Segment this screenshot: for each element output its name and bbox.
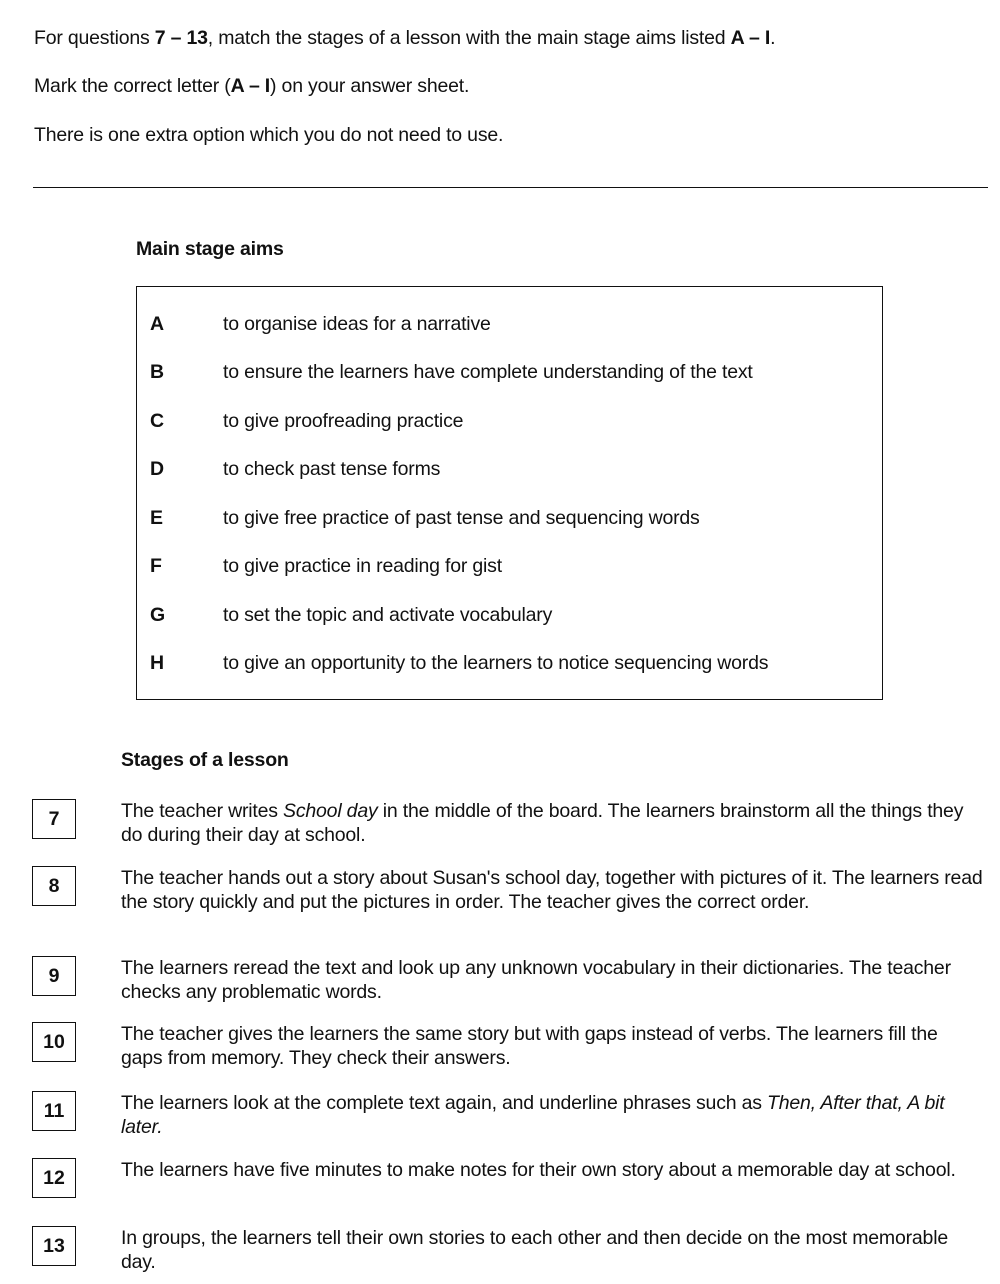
aim-letter: A: [150, 313, 165, 335]
stage-italic-text: Then, After that, A bit later.: [121, 1092, 945, 1138]
stage-text: The learners have five minutes to make notes for their own story about a memorable day at school.: [121, 1159, 956, 1181]
stage-description: [121, 956, 983, 1004]
stage-text: The learners look at the complete text again, and underline phrases such as: [121, 1092, 768, 1114]
question-number-box[interactable]: 12: [32, 1158, 76, 1198]
question-number-box[interactable]: 10: [32, 1022, 76, 1062]
stage-description: [121, 1226, 983, 1274]
aim-letter: H: [150, 652, 165, 674]
instruction-text: , match the stages of a lesson with the main stage aims listed: [207, 27, 731, 49]
question-number-box[interactable]: 7: [32, 799, 76, 839]
question-number-box[interactable]: 11: [32, 1091, 76, 1131]
instruction-line-2: [34, 74, 469, 98]
instruction-text: Mark the correct letter (: [34, 75, 231, 97]
divider: [33, 187, 988, 188]
stage-text: The teacher gives the learners the same story but with gaps instead of verbs. The learners fill the gaps from memory. They check their answers.: [121, 1023, 938, 1069]
stage-text: in the middle of the board. The learners brainstorm all the things they do during their day at school.: [121, 800, 964, 846]
aim-text: to ensure the learners have complete understanding of the text: [223, 361, 753, 383]
question-number-box[interactable]: 9: [32, 956, 76, 996]
aims-heading: Main stage aims: [136, 238, 284, 260]
aim-letter: E: [150, 507, 164, 529]
question-number-box[interactable]: 13: [32, 1226, 76, 1266]
aim-letter: B: [150, 361, 165, 383]
stages-heading: Stages of a lesson: [121, 749, 289, 771]
stage-text: The teacher hands out a story about Susan's school day, together with pictures of it. The learners read the story quickly and put the pictures in order. The teacher gives the correct order.: [121, 867, 983, 913]
stage-description: [121, 1091, 983, 1139]
letter-range: A – I: [730, 27, 771, 49]
instruction-line-3: There is one extra option which you do not need to use.: [34, 124, 504, 146]
instruction-text: ) on your answer sheet.: [270, 75, 470, 97]
instruction-text: .: [770, 27, 776, 49]
aim-text: to give proofreading practice: [223, 410, 464, 432]
stage-description: [121, 799, 983, 847]
instruction-text: For questions: [34, 27, 155, 49]
stage-italic-text: School day: [283, 800, 378, 822]
aim-text: to give an opportunity to the learners to notice sequencing words: [223, 652, 769, 674]
stage-description: [121, 866, 983, 914]
aim-letter: F: [150, 555, 162, 577]
question-range: 7 – 13: [154, 27, 208, 49]
aim-text: to give free practice of past tense and sequencing words: [223, 507, 700, 529]
aim-text: to organise ideas for a narrative: [223, 313, 491, 335]
stage-description: [121, 1158, 983, 1182]
letter-range: A – I: [230, 75, 271, 97]
aim-text: to check past tense forms: [223, 458, 441, 480]
instruction-line-1: [34, 26, 775, 50]
aims-box: [136, 286, 883, 700]
stage-text: In groups, the learners tell their own stories to each other and then decide on the most memorable day.: [121, 1227, 948, 1273]
aim-text: to set the topic and activate vocabulary: [223, 604, 553, 626]
stage-description: [121, 1022, 983, 1070]
aim-letter: D: [150, 458, 165, 480]
stage-text: The teacher writes: [121, 800, 284, 822]
aim-text: to give practice in reading for gist: [223, 555, 502, 577]
aim-letter: G: [150, 604, 166, 626]
question-number-box[interactable]: 8: [32, 866, 76, 906]
stage-text: The learners reread the text and look up any unknown vocabulary in their dictionaries. The teacher checks any problematic words.: [121, 957, 951, 1003]
aim-letter: C: [150, 410, 165, 432]
